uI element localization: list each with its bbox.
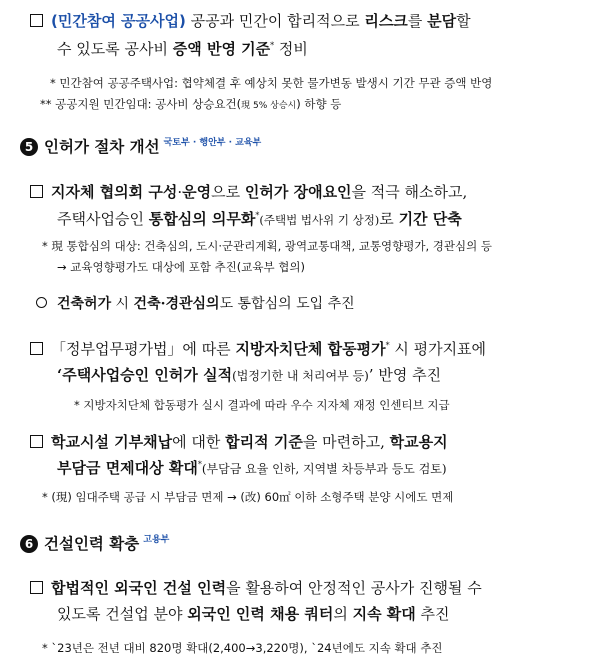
checkbox-square-icon [30,14,43,27]
bullet-item-school-facilities: 학교시설 기부채납에 대한 합리적 기준을 마련하고, 학교용지 [30,431,448,452]
bullet-item-joint-evaluation: 「정부업무평가법」에 따른 지방자치단체 합동평가* 시 평가지표에 [30,338,486,359]
bullet-item-public-private: (민간참여 공공사업) 공공과 민간이 합리적으로 리스크를 분담할 [30,10,471,31]
bullet-item-continuation: 부담금 면제대상 확대*(부담금 요율 인하, 지역별 차등부과 등도 검토) [57,459,447,477]
department-tag: 국토부 · 행안부 · 교육부 [163,138,262,148]
bullet-item-continuation: 수 있도록 공사비 증액 반영 기준* 정비 [57,40,308,58]
footnote: * 민간참여 공공주택사업: 협약체결 후 예상치 못한 물가변동 발생시 기간 무관 증액 반영 [50,76,493,90]
footnote: * 現 통합심의 대상: 건축심의, 도시·군관리계획, 광역교통대책, 교통영향평가, 경관심의 등 [42,239,493,253]
footnote: → 교육영향평가도 대상에 포함 추진(교육부 협의) [57,260,305,274]
number-badge: 6 [20,535,38,553]
section-heading-workforce: 6 건설인력 확충 $^{고용부}$ [20,532,169,554]
footnote: * (現) 임대주택 공급 시 부담금 면제 → (改) 60㎡ 이하 소형주택 분양 시에도 면제 [42,490,454,504]
bullet-item-continuation: 주택사업승인 통합심의 의무화*(주택법 법사위 기 상정)로 기간 단축 [57,210,462,228]
department-tag: 고용부 [143,535,170,545]
footnote: * `23년은 전년 대비 820명 확대(2,400→3,220명), `24년에도 지속 확대 추진 [42,641,443,655]
footnote: ** 공공지원 민간임대: 공사비 상승요건(現 5% 상승시) 하향 등 [40,97,342,111]
number-badge: 5 [20,138,38,156]
checkbox-square-icon [30,342,43,355]
footnote: * 지방자치단체 합동평가 실시 결과에 따라 우수 지자체 재정 인센티브 지급 [74,398,450,412]
bullet-item-continuation: 있도록 건설업 분야 외국인 인력 채용 쿼터의 지속 확대 추진 [57,605,450,623]
section-heading-permits: 5 인허가 절차 개선 $^{국토부 \cdot 행안부 \cdot 교육부}$ [20,135,261,157]
checkbox-square-icon [30,435,43,448]
bullet-item-foreign-workers: 합법적인 외국인 건설 인력을 활용하여 안정적인 공사가 진행될 수 [30,577,482,598]
circle-bullet-icon [36,297,47,308]
sub-bullet-building-permit: 건축허가 시 건축·경관심의도 통합심의 도입 추진 [36,293,355,313]
checkbox-square-icon [30,581,43,594]
bullet-item-local-council: 지자체 협의회 구성·운영으로 인허가 장애요인을 적극 해소하고, [30,181,467,202]
checkbox-square-icon [30,185,43,198]
bullet-item-continuation: ‘주택사업승인 인허가 실적(법정기한 내 처리여부 등)’ 반영 추진 [57,366,442,384]
